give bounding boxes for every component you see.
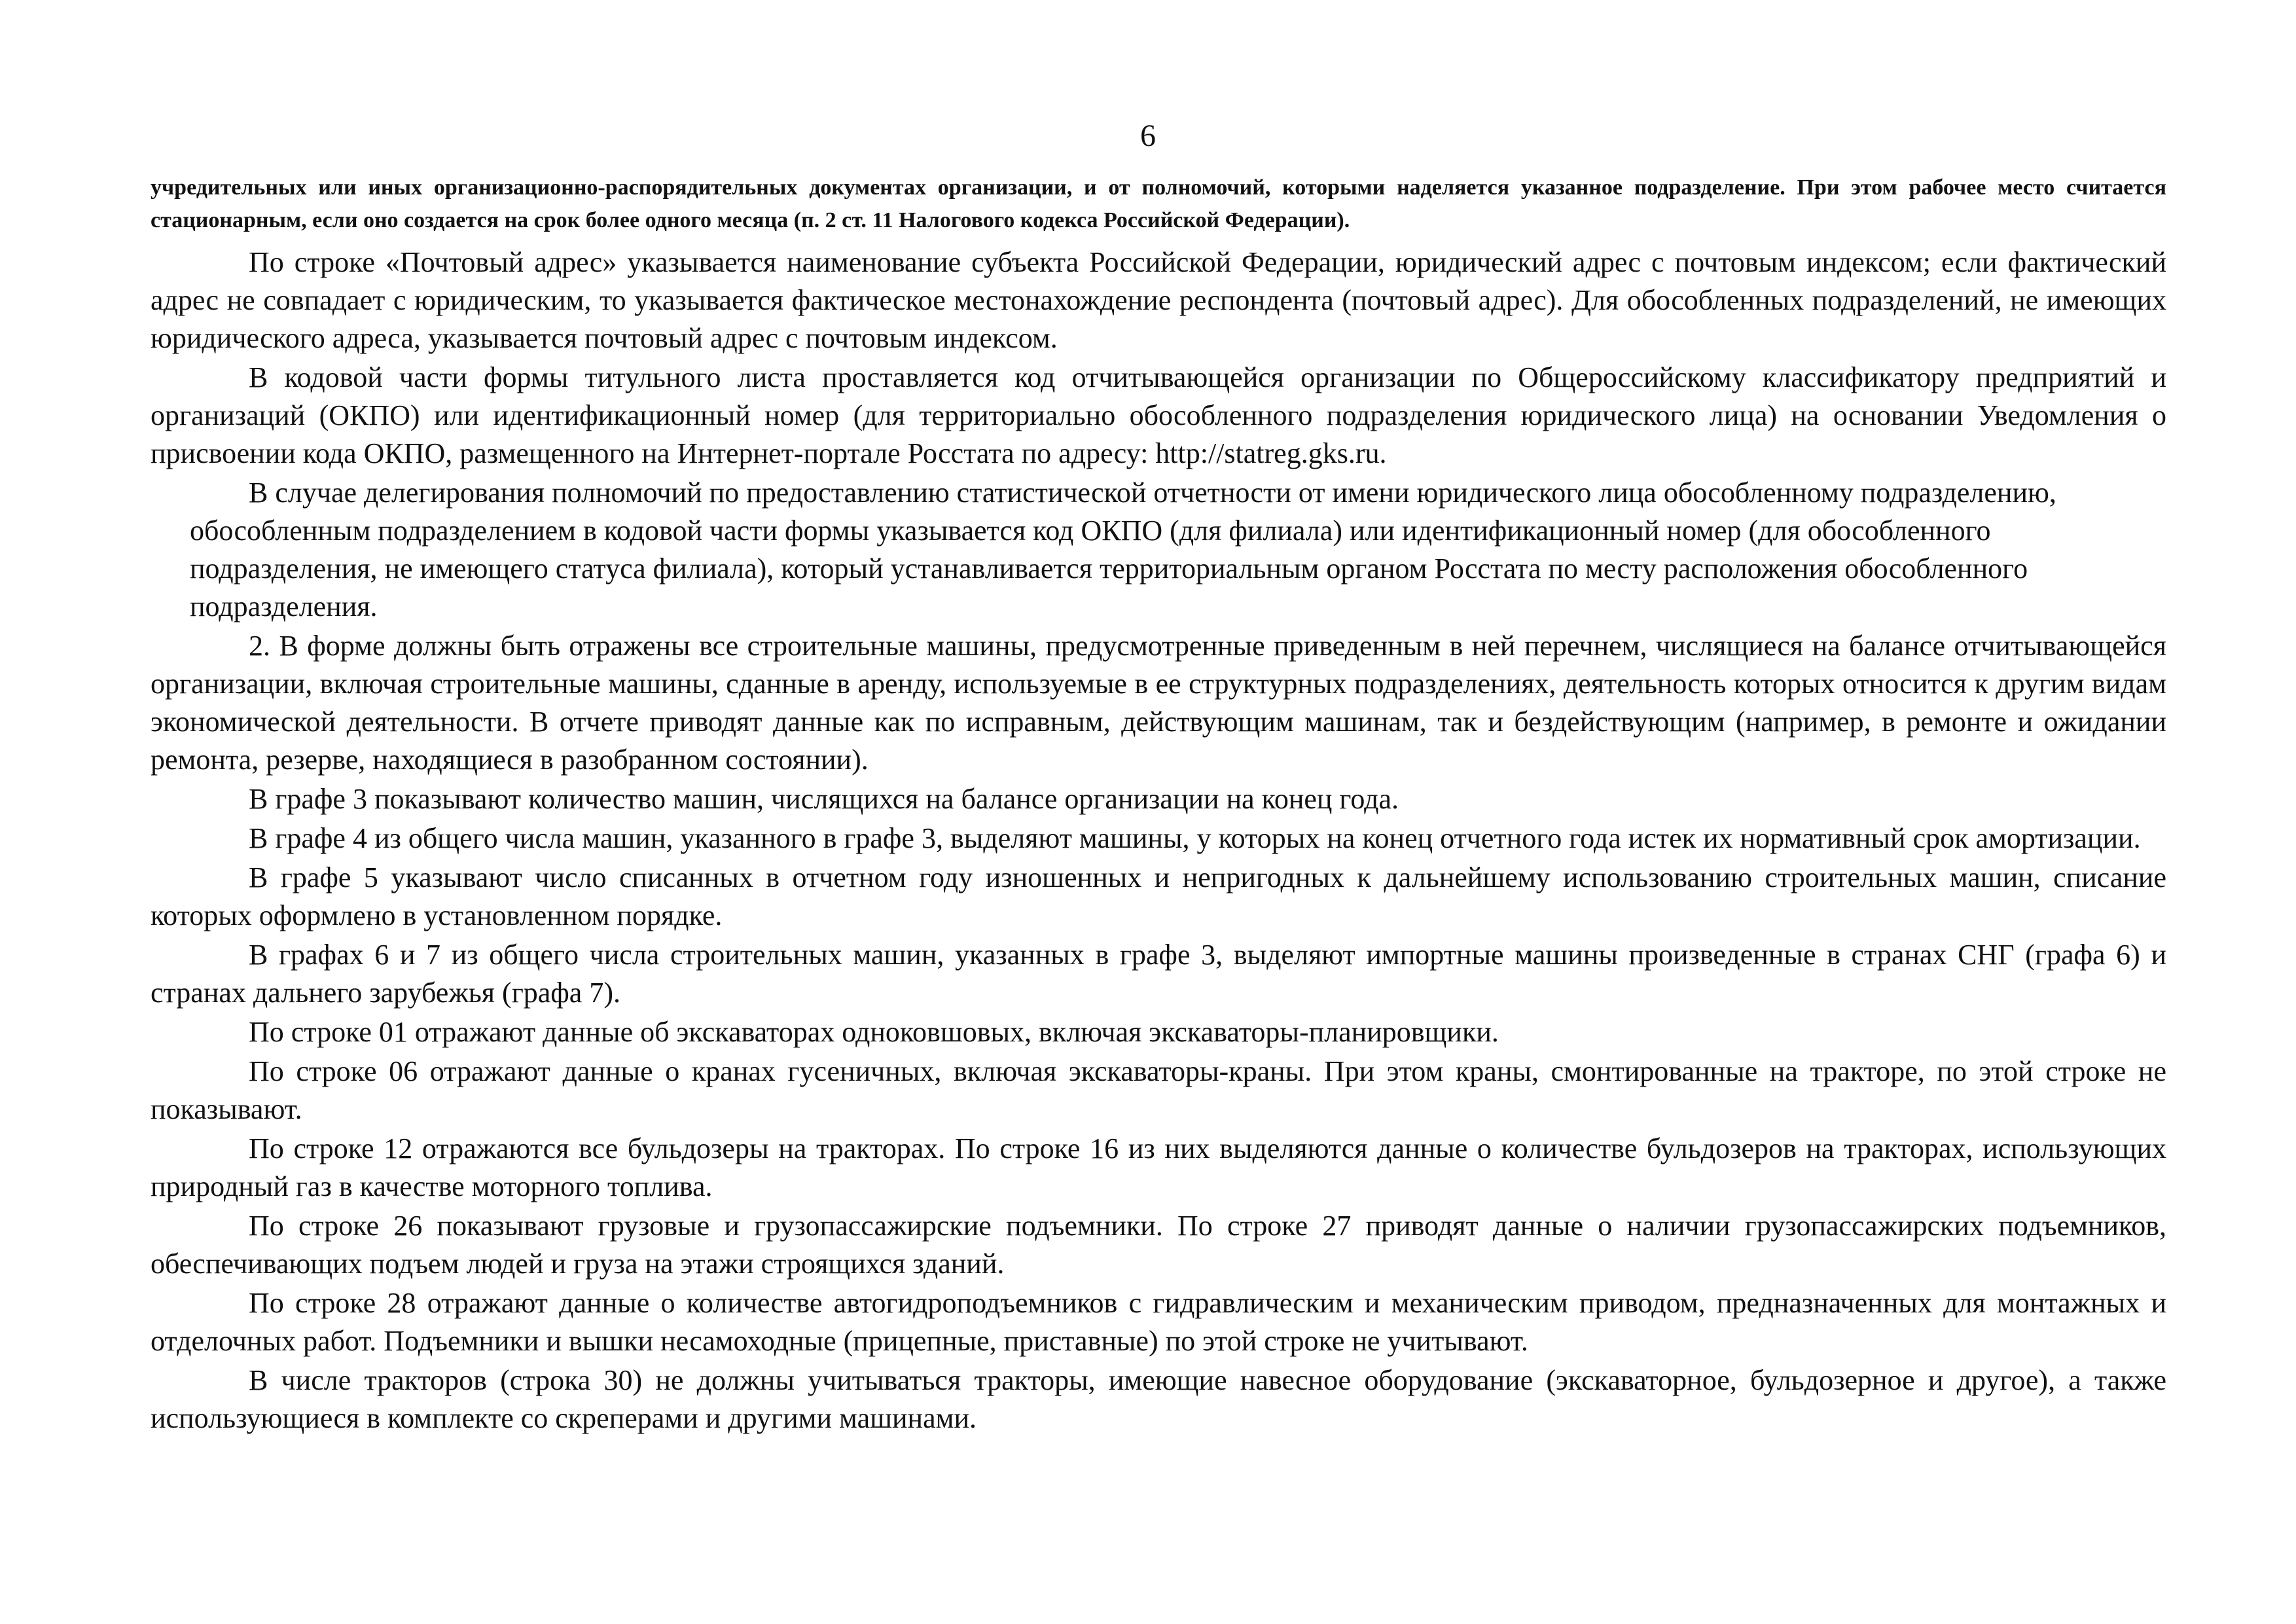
document-body	[151, 171, 2166, 1439]
paragraph-columns-6-7: В графах 6 и 7 из общего числа строительных машин, указанных в графе 3, выделяют импортные машины произведенные в странах СНГ (графа 6) и странах дальнего зарубежья (графа 7).	[151, 939, 2166, 1009]
paragraph-delegation: В случае делегирования полномочий по предоставлению статистической отчетности от имени юридического лица обособленному подразделению, обособленным подразделением в кодовой части формы указывается код ОКПО (для филиала) или идентификационный номер (для обособленного подразделения, не имеющего статуса филиала), который устанавливается территориальным органом Росстата по месту расположения обособленного подразделения.	[190, 477, 2056, 623]
paragraph-column-3: В графе 3 показывают количество машин, числящихся на балансе организации на конец года.	[249, 783, 1399, 815]
paragraph-row-28: По строке 28 отражают данные о количестве автогидроподъемников с гидравлическим и механическим приводом, предназначенных для монтажных и отделочных работ. Подъемники и вышки несамоходные (прицепные, приставные) по этой строке не учитывают.	[151, 1287, 2166, 1357]
paragraph-row-26: По строке 26 показывают грузовые и грузопассажирские подъемники. По строке 27 приводят данные о наличии грузопассажирских подъемников, обеспечивающих подъем людей и груза на этажи строящихся зданий.	[151, 1210, 2166, 1280]
paragraph-postal-address: По строке «Почтовый адрес» указывается наименование субъекта Российской Федерации, юридический адрес с почтовым индексом; если фактический адрес не совпадает с юридическим, то указывается фактическое местонахождение респондента (почтовый адрес). Для обособленных подразделений, не имеющих юридического адреса, указывается почтовый адрес с почтовым индексом.	[151, 246, 2166, 354]
intro-paragraph: учредительных или иных организационно-распорядительных документах организации, и от полномочий, которыми наделяется указанное подразделение. При этом рабочее место считается стационарным, если оно создается на срок более одного месяца (п. 2 ст. 11 Налогового кодекса Российской Федерации).	[151, 175, 2166, 232]
paragraph-row-01: По строке 01 отражают данные об экскаваторах одноковшовых, включая экскаваторы-планировщики.	[249, 1016, 1499, 1048]
paragraph-row-12: По строке 12 отражаются все бульдозеры на тракторах. По строке 16 из них выделяются данные о количестве бульдозеров на тракторах, использующих природный газ в качестве моторного топлива.	[151, 1132, 2166, 1202]
paragraph-column-5: В графе 5 указывают число списанных в отчетном году изношенных и непригодных к дальнейшему использованию строительных машин, списание которых оформлено в установленном порядке.	[151, 861, 2166, 931]
paragraph-section-2: 2. В форме должны быть отражены все строительные машины, предусмотренные приведенным в ней перечнем, числящиеся на балансе отчитывающейся организации, включая строительные машины, сданные в аренду, используемые в ее структурных подразделениях, деятельность которых относится к другим видам экономической деятельности. В отчете приводят данные как по исправным, действующим машинам, так и бездействующим (например, в ремонте и ожидании ремонта, резерве, находящиеся в разобранном состоянии).	[151, 630, 2166, 776]
page-number: 6	[1140, 118, 1156, 153]
paragraph-row-06: По строке 06 отражают данные о кранах гусеничных, включая экскаваторы-краны. При этом краны, смонтированные на тракторе, по этой строке не показывают.	[151, 1055, 2166, 1125]
paragraph-okpo-code: В кодовой части формы титульного листа проставляется код отчитывающейся организации по Общероссийскому классификатору предприятий и организаций (ОКПО) или идентификационный номер (для территориально обособленного подразделения юридического лица) на основании Уведомления о присвоении кода ОКПО, размещенного на Интернет-портале Росстата по адресу: http://statreg.gks.ru.	[151, 361, 2166, 469]
paragraph-column-4: В графе 4 из общего числа машин, указанного в графе 3, выделяют машины, у которых на конец отчетного года истек их нормативный срок амортизации.	[249, 822, 2141, 854]
paragraph-row-30: В числе тракторов (строка 30) не должны учитываться тракторы, имеющие навесное оборудование (экскаваторное, бульдозерное и другое), а также использующиеся в комплекте со скреперами и другими машинами.	[151, 1364, 2166, 1434]
